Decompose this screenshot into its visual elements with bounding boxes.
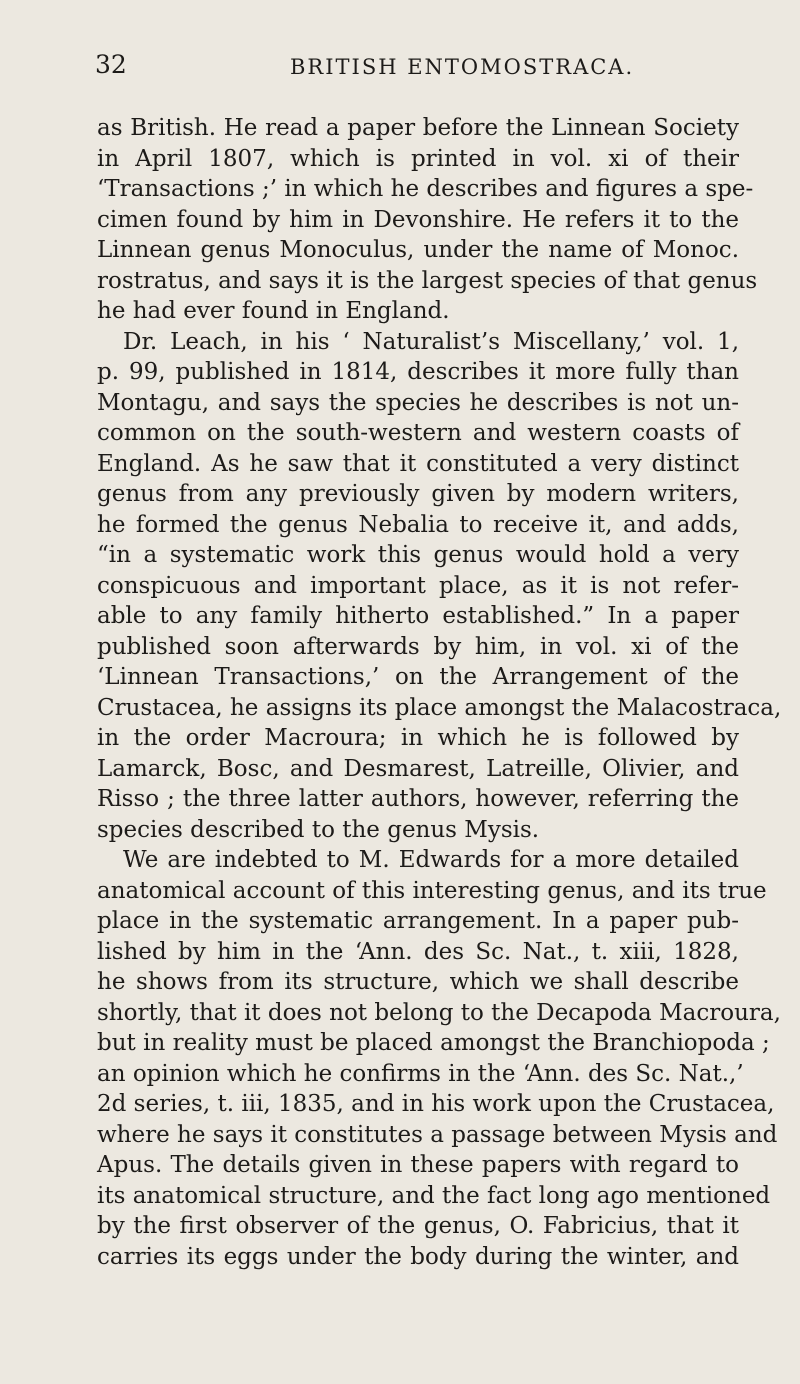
- text-line: he had ever found in England.: [97, 298, 450, 324]
- text-line: Apus. The details given in these papers with regard to: [97, 1152, 739, 1178]
- text-line: genus from any previously given by modern writers,: [97, 481, 739, 507]
- text-line: “in a systematic work this genus would hold a very: [97, 542, 739, 568]
- text-line: in April 1807, which is printed in vol. xi of their: [97, 145, 739, 172]
- text-line: Lamarck, Bosc, and Desmarest, Latreille, Olivier, and: [97, 755, 739, 782]
- text-line: he formed the genus Nebalia to receive it, and adds,: [97, 511, 739, 538]
- text-line: its anatomical structure, and the fact long ago mentioned: [97, 1182, 771, 1209]
- text-line: anatomical account of this interesting genus, and its true: [97, 877, 767, 904]
- text-line: place in the systematic arrangement. In a paper pub-: [97, 908, 739, 934]
- page-header: [95, 50, 755, 80]
- text-line: as British. He read a paper before the Linnean Society: [97, 115, 739, 141]
- text-line: We are indebted to M. Edwards for a more detailed: [123, 847, 739, 873]
- text-line: an opinion which he confirms in the ‘Ann. des Sc. Nat.,’: [97, 1060, 744, 1087]
- text-line: Montagu, and says the species he describes is not un-: [97, 389, 739, 416]
- text-line: Linnean genus Monoculus, under the name of Monoc.: [97, 237, 739, 263]
- text-line: Dr. Leach, in his ‘ Naturalist’s Miscellany,’ vol. 1,: [123, 328, 739, 355]
- text-line: cimen found by him in Devonshire. He refers it to the: [97, 206, 739, 233]
- text-line: 2d series, t. iii, 1835, and in his work upon the Crustacea,: [97, 1091, 775, 1117]
- text-line: but in reality must be placed amongst the Branchiopoda ;: [97, 1030, 770, 1056]
- text-line: Risso ; the three latter authors, however, referring the: [97, 786, 739, 812]
- text-line: England. As he saw that it constituted a very distinct: [97, 450, 739, 477]
- text-line: where he says it constitutes a passage between Mysis and: [97, 1121, 778, 1148]
- text-line: Crustacea, he assigns its place amongst the Malacostraca,: [97, 694, 782, 721]
- text-line: conspicuous and important place, as it is not refer-: [97, 572, 739, 599]
- text-line: p. 99, published in 1814, describes it more fully than: [97, 359, 739, 385]
- page-number: 32: [95, 50, 127, 79]
- text-line: common on the south-western and western coasts of: [97, 420, 739, 446]
- text-line: species described to the genus Mysis.: [97, 816, 540, 843]
- text-line: rostratus, and says it is the largest species of that genus: [97, 267, 758, 294]
- text-line: ‘Linnean Transactions,’ on the Arrangement of the: [97, 664, 739, 690]
- text-line: able to any family hitherto established.” In a paper: [97, 603, 739, 629]
- text-line: lished by him in the ‘Ann. des Sc. Nat., t. xiii, 1828,: [97, 938, 739, 965]
- text-line: shortly, that it does not belong to the Decapoda Macroura,: [97, 999, 781, 1026]
- text-line: by the first observer of the genus, O. Fabricius, that it: [97, 1213, 739, 1239]
- text-line: carries its eggs under the body during the winter, and: [97, 1243, 739, 1270]
- body-text: [97, 113, 782, 1272]
- text-line: in the order Macroura; in which he is followed by: [97, 725, 739, 751]
- running-head: BRITISH ENTOMOSTRACA.: [290, 55, 635, 79]
- text-line: ‘Transactions ;’ in which he describes and figures a spe-: [97, 176, 754, 202]
- text-line: published soon afterwards by him, in vol. xi of the: [97, 633, 739, 660]
- text-line: he shows from its structure, which we shall describe: [97, 969, 739, 995]
